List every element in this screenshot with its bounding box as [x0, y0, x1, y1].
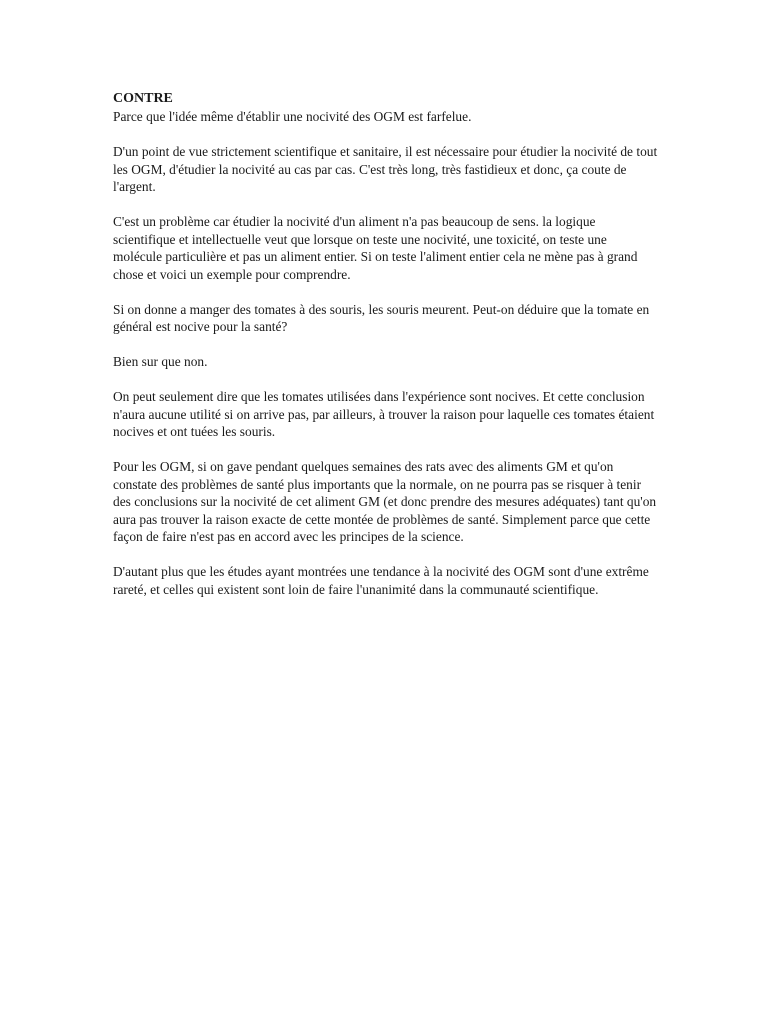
paragraph-tomato-example: Si on donne a manger des tomates à des souris, les souris meurent. Peut-on déduire que la tomate en général est nocive pour la santé? — [113, 301, 650, 334]
document-page — [113, 90, 658, 616]
paragraph-ogm-rats: Pour les OGM, si on gave pendant quelques semaines des rats avec des aliments GM et qu'on constate des problèmes de santé plus importants que la normale, on ne pourra pas se risquer à tenir des conclusions sur la nocivité de cet aliment GM (et donc prendre des mesures adéquates) tant qu'on aura pas trouver la raison exacte de cette montée de problèmes de santé. Simplement parce que cette façon de faire n'est pas en accord avec les principes de la science. — [113, 459, 657, 544]
paragraph-problem: C'est un problème car étudier la nocivité d'un aliment n'a pas beaucoup de sens. la logique scientifique et intellectuelle veut que lorsque on teste une nocivité, une toxicité, on teste une molécule particulière et pas un aliment entier. Si on teste l'aliment entier cela ne mène pas à grand chose et voici un exemple pour comprendre. — [113, 214, 638, 282]
paragraph-answer: Bien sur que non. — [113, 354, 208, 369]
paragraph-scientific-view: D'un point de vue strictement scientifique et sanitaire, il est nécessaire pour étudier la nocivité de tout les OGM, d'étudier la nocivité au cas par cas. C'est très long, très fastidieux et donc, ça coute de l'argent. — [113, 144, 658, 194]
paragraph-intro: Parce que l'idée même d'établir une nocivité des OGM est farfelue. — [113, 109, 472, 124]
document-heading: CONTRE — [113, 91, 173, 106]
paragraph-conclusion: On peut seulement dire que les tomates utilisées dans l'expérience sont nocives. Et cette conclusion n'aura aucune utilité si on arrive pas, par ailleurs, à trouver la raison pour laquelle ces tomates étaient nocives et ont tuées les souris. — [113, 389, 655, 439]
paragraph-studies-rarity: D'autant plus que les études ayant montrées une tendance à la nocivité des OGM sont d'une extrême rareté, et celles qui existent sont loin de faire l'unanimité dans la communauté scientifique. — [113, 564, 649, 597]
